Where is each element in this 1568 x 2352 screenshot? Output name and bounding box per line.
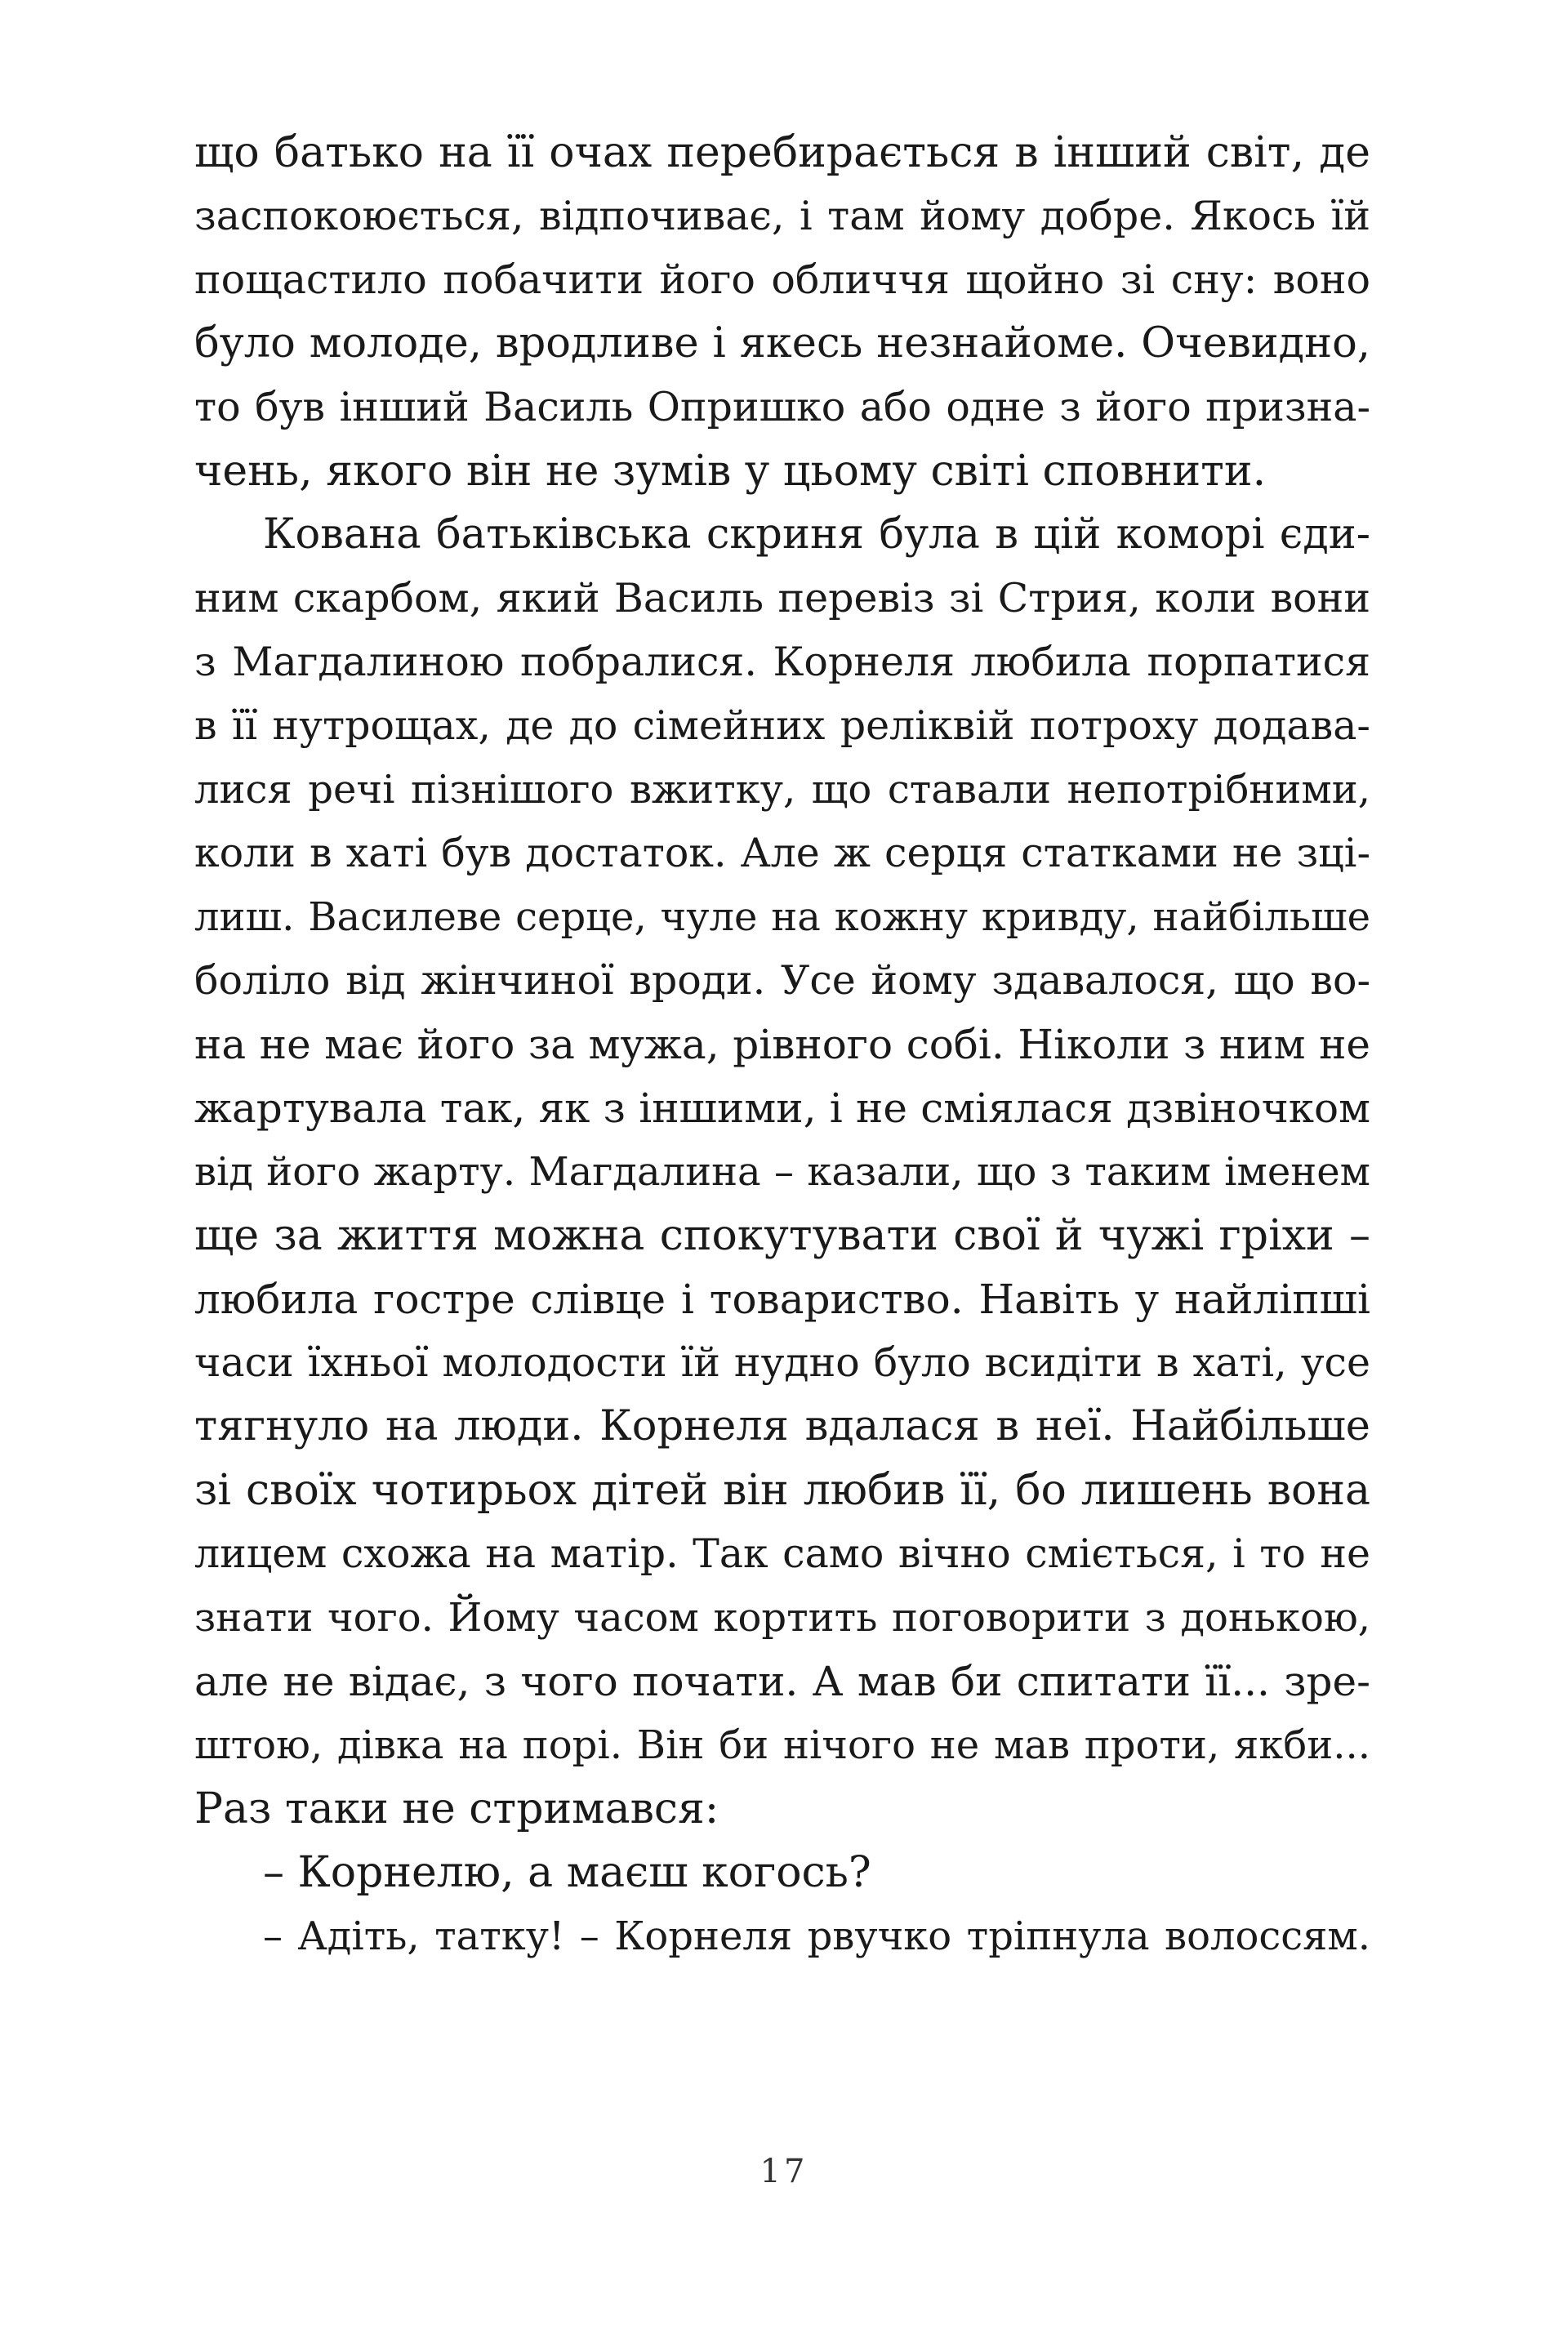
text-line: лицем схожа на матір. Так само вічно сміється, і то не bbox=[194, 1530, 1370, 1577]
text-line: знати чого. Йому часом кортить поговорити з донькою, bbox=[194, 1595, 1370, 1641]
text-line: ним скарбом, який Василь перевіз зі Стрия, коли вони bbox=[194, 575, 1370, 621]
text-line: Кована батьківська скриня була в цій коморі єди- bbox=[263, 510, 1370, 559]
text-line: лися речі пізнішого вжитку, що ставали непотрібними, bbox=[194, 767, 1370, 813]
text-line: то був інший Василь Опришко або одне з його призна- bbox=[194, 384, 1370, 430]
dialogue-line: – Корнелю, а маєш когось? bbox=[263, 1848, 871, 1897]
text-line: зі своїх чотирьох дітей він любив її, бо лишень вона bbox=[194, 1466, 1370, 1515]
text-line: Раз таки не стримався: bbox=[194, 1784, 719, 1833]
text-line: штою, дівка на порі. Він би нічого не мав проти, якби... bbox=[194, 1722, 1370, 1768]
text-line: пощастило побачити його обличчя щойно зі сну: воно bbox=[194, 256, 1370, 303]
text-line: але не відає, з чого почати. А мав би спитати її... зре- bbox=[194, 1658, 1370, 1705]
text-line: що батько на її очах перебирається в інший світ, де bbox=[194, 128, 1370, 177]
text-line: коли в хаті був достаток. Але ж серця статками не зці- bbox=[194, 830, 1370, 876]
body-text bbox=[194, 121, 1370, 1968]
text-line: заспокоюється, відпочиває, і там йому добре. Якось їй bbox=[194, 193, 1370, 239]
text-line: ще за життя можна спокутувати свої й чужі гріхи – bbox=[194, 1211, 1370, 1260]
text-line: на не має його за мужа, рівного собі. Ніколи з ним не bbox=[194, 1021, 1370, 1068]
text-line: в її нутрощах, де до сімейних реліквій потроху додава- bbox=[194, 702, 1370, 749]
text-line: боліло від жінчиної вроди. Усе йому здавалося, що во- bbox=[194, 957, 1370, 1004]
text-line: любила гостре слівце і товариство. Навіть у найліпші bbox=[194, 1276, 1370, 1323]
text-line: з Магдалиною побралися. Корнеля любила порпатися bbox=[194, 639, 1370, 685]
text-line: часи їхньої молодости їй нудно було всидіти в хаті, усе bbox=[194, 1339, 1370, 1386]
text-line: було молоде, вродливе і якесь незнайоме. Очевидно, bbox=[194, 319, 1370, 368]
text-line: чень, якого він не зумів у цьому світі сповнити. bbox=[194, 447, 1267, 496]
text-line: лиш. Василеве серце, чуле на кожну кривду, найбільше bbox=[194, 894, 1370, 940]
text-line: тягнуло на люди. Корнеля вдалася в неї. Найбільше bbox=[194, 1402, 1370, 1450]
text-line: жартувала так, як з іншими, і не сміялася дзвіночком bbox=[194, 1085, 1370, 1132]
dialogue-line: – Адіть, татку! – Корнеля рвучко тріпнула волоссям. bbox=[263, 1913, 1370, 1959]
page-number: 17 bbox=[760, 2153, 808, 2190]
text-line: від його жарту. Магдалина – казали, що з таким іменем bbox=[194, 1149, 1370, 1195]
